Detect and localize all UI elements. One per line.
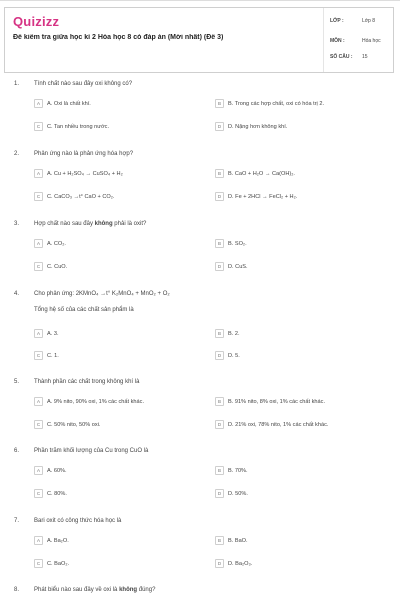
- option-letter-badge: D: [215, 420, 224, 429]
- option-c[interactable]: [34, 559, 69, 568]
- option-letter-badge: A: [34, 169, 43, 178]
- option-d[interactable]: [215, 489, 248, 498]
- option-d[interactable]: [215, 192, 297, 201]
- option-text: B. 2.: [228, 330, 240, 337]
- option-text: A. 3.: [47, 330, 59, 337]
- question-text-pre: Hợp chất nào sau đây: [34, 221, 95, 227]
- option-text: D. 21% oxi, 78% nito, 1% các chất khác.: [228, 421, 329, 428]
- document-title: Đề kiểm tra giữa học kì 2 Hóa học 8 có đáp án (Mới nhất) (Đề 3): [13, 34, 224, 41]
- option-text: B. CaO + H₂O → Ca(OH)₂.: [228, 170, 295, 177]
- question-number: 7.: [14, 518, 20, 524]
- option-b[interactable]: [215, 169, 295, 178]
- option-d[interactable]: [215, 351, 240, 360]
- option-letter-badge: B: [215, 329, 224, 338]
- option-letter-badge: C: [34, 122, 43, 131]
- question-number: 3.: [14, 221, 20, 227]
- question-number: 4.: [14, 291, 20, 297]
- option-letter-badge: C: [34, 559, 43, 568]
- option-c[interactable]: [34, 489, 67, 498]
- option-text: D. Ba₂O₃.: [228, 560, 253, 567]
- option-letter-badge: B: [215, 536, 224, 545]
- meta-panel: [323, 8, 394, 72]
- meta-class-label: LỚP :: [330, 18, 344, 24]
- question-number: 2.: [14, 151, 20, 157]
- meta-class: [330, 18, 392, 30]
- question-number: 6.: [14, 448, 20, 454]
- question-text: Thành phần các chất trong không khí là: [34, 379, 140, 385]
- option-b[interactable]: [215, 397, 325, 406]
- option-letter-badge: B: [215, 239, 224, 248]
- meta-count: [330, 54, 392, 66]
- option-text: D. Nặng hơn không khí.: [228, 123, 288, 130]
- option-c[interactable]: [34, 262, 67, 271]
- option-b[interactable]: [215, 99, 324, 108]
- option-letter-badge: A: [34, 239, 43, 248]
- option-c[interactable]: [34, 122, 109, 131]
- option-letter-badge: D: [215, 192, 224, 201]
- option-letter-badge: D: [215, 351, 224, 360]
- option-text: C. 50% nito, 50% oxi.: [47, 421, 101, 428]
- question-text: [34, 221, 146, 227]
- option-letter-badge: A: [34, 99, 43, 108]
- question-text: Tính chất nào sau đây oxi không có?: [34, 81, 133, 87]
- question-text-emphasis: không: [119, 587, 138, 593]
- option-d[interactable]: [215, 262, 248, 271]
- option-text: A. Cu + H₂SO₄ → CuSO₄ + H₂: [47, 170, 123, 177]
- option-text: D. Fe + 2HCl → FeCl₂ + H₂.: [228, 193, 298, 200]
- option-letter-badge: B: [215, 466, 224, 475]
- option-text: B. 70%.: [228, 467, 248, 474]
- option-text: B. 91% nito, 8% oxi, 1% các chất khác.: [228, 398, 326, 405]
- option-text: B. Trong các hợp chất, oxi có hóa trị 2.: [228, 100, 325, 107]
- question-number: 8.: [14, 587, 20, 593]
- question-text: Phần trăm khối lượng của Cu trong CuO là: [34, 448, 149, 454]
- option-letter-badge: A: [34, 397, 43, 406]
- question-text-emphasis: không: [94, 221, 113, 227]
- question-subtext: Tổng hệ số của các chất sản phẩm là: [34, 307, 134, 313]
- option-text: D. CuS.: [228, 263, 248, 270]
- option-text: B. BaO.: [228, 537, 248, 544]
- option-b[interactable]: [215, 536, 248, 545]
- question-text: [34, 587, 155, 593]
- option-letter-badge: C: [34, 192, 43, 201]
- option-letter-badge: A: [34, 466, 43, 475]
- option-c[interactable]: [34, 351, 59, 360]
- option-text: B. SO₂.: [228, 240, 247, 247]
- option-text: A. 9% nito, 90% oxi, 1% các chất khác.: [47, 398, 145, 405]
- option-a[interactable]: [34, 329, 59, 338]
- option-text: C. Tan nhiều trong nước.: [47, 123, 110, 130]
- question-number: 1.: [14, 81, 20, 87]
- option-text: C. CuO.: [47, 263, 68, 270]
- option-letter-badge: B: [215, 99, 224, 108]
- option-a[interactable]: [34, 397, 144, 406]
- option-letter-badge: D: [215, 489, 224, 498]
- option-letter-badge: C: [34, 420, 43, 429]
- option-d[interactable]: [215, 420, 328, 429]
- option-b[interactable]: [215, 466, 248, 475]
- meta-subject: [330, 38, 392, 50]
- option-c[interactable]: [34, 192, 114, 201]
- meta-class-value: Lớp 8: [362, 18, 376, 24]
- option-a[interactable]: [34, 466, 67, 475]
- question-text-post: phải là oxit?: [112, 221, 147, 227]
- question-text-pre: Phát biểu nào sau đây về oxi là: [34, 587, 120, 593]
- option-text: C. 1.: [47, 352, 59, 359]
- option-d[interactable]: [215, 122, 287, 131]
- option-text: A. 60%.: [47, 467, 67, 474]
- meta-subject-value: Hóa học: [362, 38, 381, 44]
- meta-subject-label: MÔN :: [330, 38, 345, 44]
- option-letter-badge: C: [34, 262, 43, 271]
- worksheet-header: [4, 7, 394, 73]
- option-letter-badge: C: [34, 351, 43, 360]
- question-text: Cho phản ứng: 2KMnO₄ →t° K₂MnO₄ + MnO₂ + O₂: [34, 291, 170, 297]
- quizizz-logo[interactable]: Quizizz: [13, 14, 60, 29]
- option-a[interactable]: [34, 536, 69, 545]
- option-c[interactable]: [34, 420, 100, 429]
- option-letter-badge: C: [34, 489, 43, 498]
- option-b[interactable]: [215, 239, 247, 248]
- option-text: C. BaO₂.: [47, 560, 70, 567]
- option-letter-badge: D: [215, 262, 224, 271]
- option-text: D. 5.: [228, 352, 240, 359]
- option-letter-badge: A: [34, 329, 43, 338]
- option-a[interactable]: [34, 99, 91, 108]
- option-text: A. CO₂.: [47, 240, 66, 247]
- question-text: Bari oxit có công thức hóa học là: [34, 518, 122, 524]
- option-text: D. 50%.: [228, 490, 248, 497]
- option-text: C. CaCO₃ →t° CaO + CO₂.: [47, 193, 115, 200]
- option-letter-badge: D: [215, 122, 224, 131]
- option-text: A. Oxi là chất khí.: [47, 100, 91, 107]
- question-text: Phản ứng nào là phản ứng hóa hợp?: [34, 151, 134, 157]
- option-letter-badge: D: [215, 559, 224, 568]
- option-a[interactable]: [34, 239, 66, 248]
- option-letter-badge: B: [215, 397, 224, 406]
- option-d[interactable]: [215, 559, 252, 568]
- question-text-post: đúng?: [137, 587, 156, 593]
- option-text: C. 80%.: [47, 490, 67, 497]
- option-a[interactable]: [34, 169, 123, 178]
- option-text: A. Ba₂O.: [47, 537, 69, 544]
- question-number: 5.: [14, 379, 20, 385]
- option-b[interactable]: [215, 329, 240, 338]
- option-letter-badge: B: [215, 169, 224, 178]
- option-letter-badge: A: [34, 536, 43, 545]
- meta-count-value: 15: [362, 54, 368, 60]
- meta-count-label: SỐ CÂU :: [330, 54, 353, 60]
